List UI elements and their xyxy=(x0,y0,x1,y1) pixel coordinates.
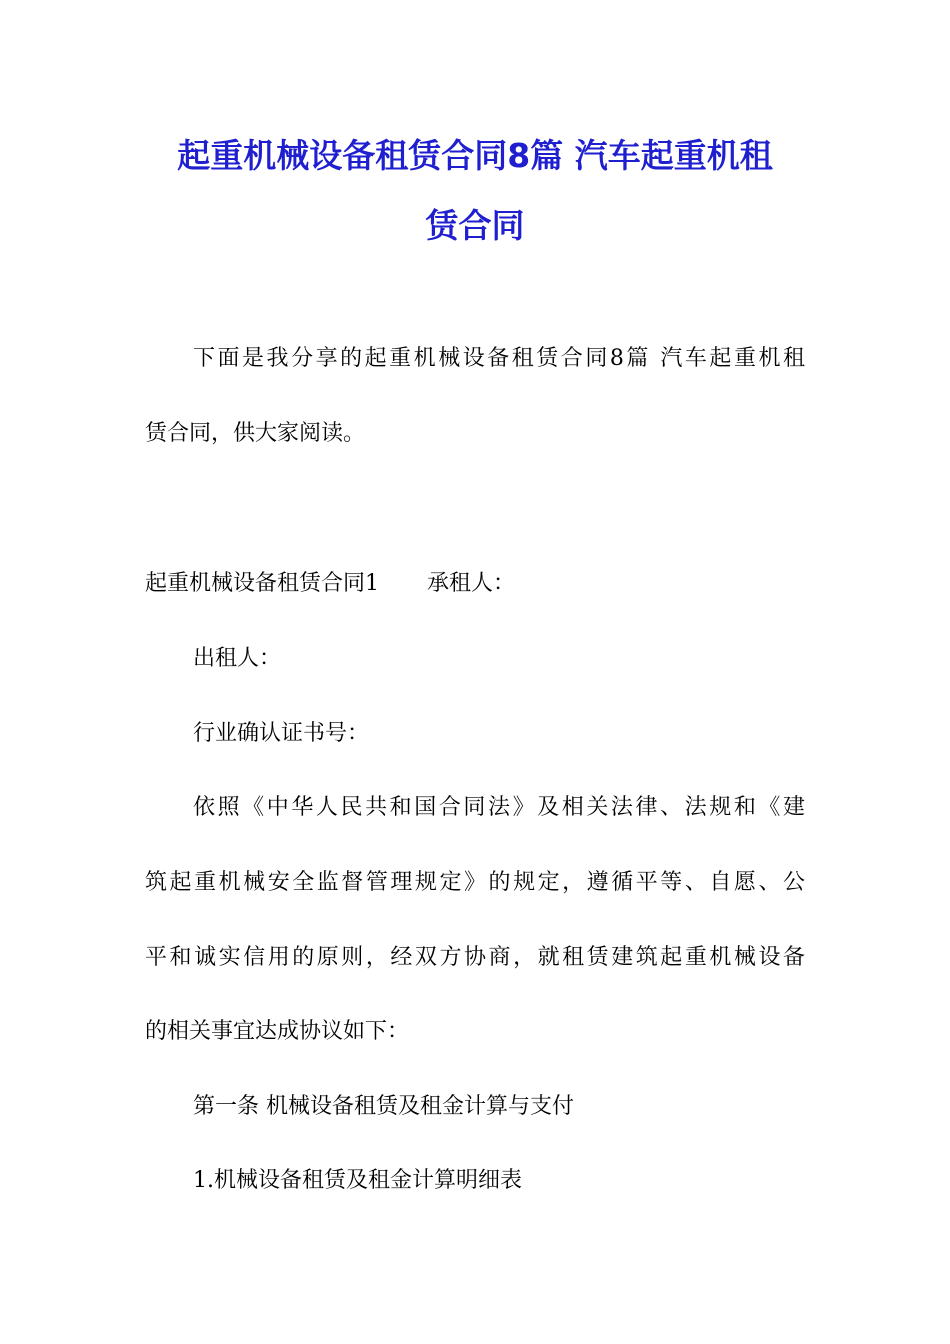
lessor-label: 出租人： xyxy=(193,646,282,671)
para-line-1: 依照《中华人民共和国合同法》及相关法律、法规和《建 xyxy=(193,795,805,820)
item-1-heading: 1.机械设备租赁及租金计算明细表 xyxy=(193,1168,522,1193)
contract-heading: 起重机械设备租赁合同1 xyxy=(145,571,379,596)
intro-line-1: 下面是我分享的起重机械设备租赁合同8篇 汽车起重机租 xyxy=(193,346,805,371)
document-title-line-1: 起重机械设备租赁合同8篇 汽车起重机租 xyxy=(177,136,773,175)
contract-heading-line xyxy=(145,569,515,599)
article-1-heading: 第一条 机械设备租赁及租金计算与支付 xyxy=(193,1094,574,1119)
para-line-2: 筑起重机械安全监督管理规定》的规定，遵循平等、自愿、公 xyxy=(145,870,805,895)
para-line-3: 平和诚实信用的原则，经双方协商，就租赁建筑起重机械设备 xyxy=(145,945,805,970)
cert-number-label: 行业确认证书号： xyxy=(193,721,370,746)
intro-line-2: 赁合同，供大家阅读。 xyxy=(145,421,366,446)
document-title-line-2: 赁合同 xyxy=(425,206,525,245)
lessee-label: 承租人： xyxy=(427,571,516,596)
para-line-4: 的相关事宜达成协议如下： xyxy=(145,1019,410,1044)
